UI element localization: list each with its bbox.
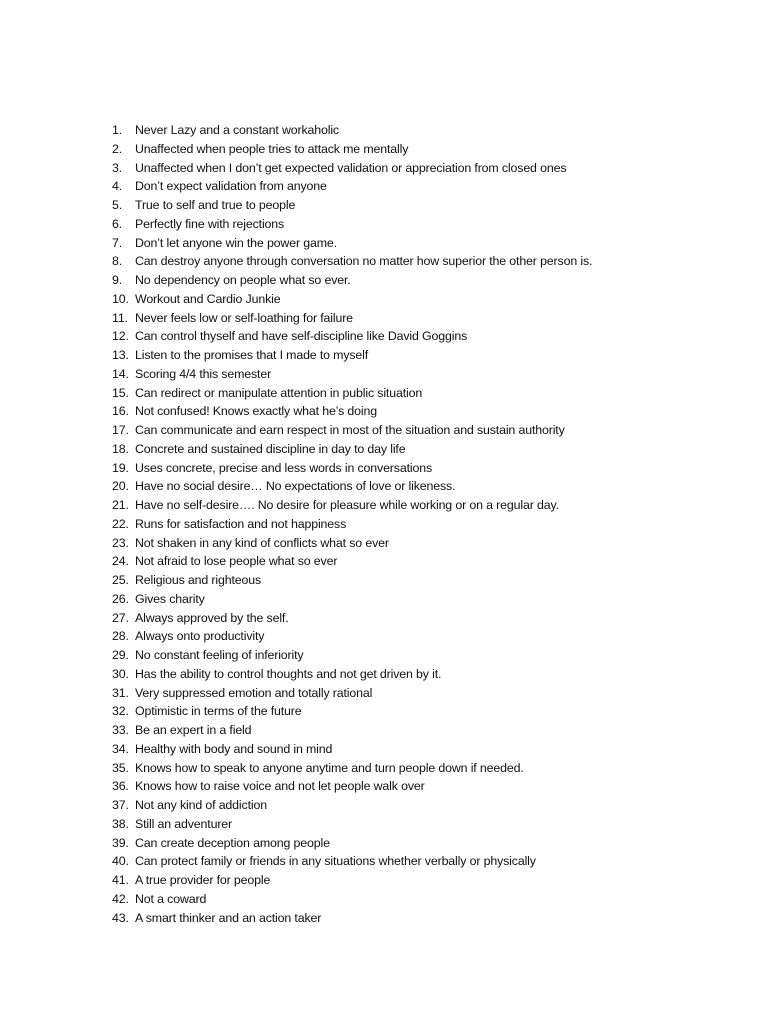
list-item [112,590,592,609]
list-item-number: 31. [112,685,129,700]
list-item-text: Not afraid to lose people what so ever [135,554,338,569]
list-item [112,140,592,159]
list-item-text: Gives charity [135,591,205,606]
list-item-number: 40. [112,854,129,869]
list-item-number: 30. [112,666,129,681]
list-item-text: Runs for satisfaction and not happiness [135,516,347,531]
list-item-number: 34. [112,741,129,756]
list-item-text: Can redirect or manipulate attention in public situation [135,385,423,400]
list-item [112,871,592,890]
list-item-text: True to self and true to people [135,198,296,212]
list-item-number: 18. [112,441,129,456]
list-item-number: 36. [112,779,129,794]
list-item-text: Scoring 4/4 this semester [135,366,272,381]
list-item [112,177,592,196]
list-item [112,571,592,590]
list-item [112,290,592,309]
list-item-text: Don’t let anyone win the power game. [135,235,337,250]
list-item [112,196,592,215]
list-item [112,609,592,628]
goal-list [112,121,592,927]
list-item-text: Unaffected when people tries to attack me mentally [135,141,409,156]
list-item [112,234,592,253]
list-item-number: 10. [112,291,129,306]
list-item-number: 12. [112,329,129,344]
list-item [112,627,592,646]
list-item-number: 4. [112,179,123,194]
list-item [112,702,592,721]
list-item-number: 35. [112,760,129,775]
list-item-number: 5. [112,198,123,212]
list-item [112,646,592,665]
list-item-number: 26. [112,591,129,606]
list-item-number: 37. [112,798,129,812]
list-item-text: Knows how to raise voice and not let people walk over [135,779,425,794]
list-item-number: 39. [112,835,129,850]
list-item-text: Not any kind of addiction [135,798,267,812]
list-item-number: 11. [112,310,128,325]
list-item-number: 8. [112,254,123,269]
list-item [112,271,592,290]
list-item-text: Healthy with body and sound in mind [135,741,333,756]
list-item [112,796,592,815]
list-item-text: Not shaken in any kind of conflicts what so ever [135,535,389,550]
list-item-text: Very suppressed emotion and totally rational [135,685,373,700]
list-item-text: Can communicate and earn respect in most of the situation and sustain authority [135,423,565,437]
list-item [112,552,592,571]
list-item-text: Can create deception among people [135,835,330,850]
list-item [112,665,592,684]
list-item-text: Always approved by the self. [135,610,289,625]
list-item-text: Can control thyself and have self-discipline like David Goggins [135,329,468,344]
list-item-text: Knows how to speak to anyone anytime and turn people down if needed. [135,760,524,775]
list-item-number: 13. [112,348,129,362]
list-item-text: Have no social desire… No expectations of love or likeness. [135,479,456,494]
list-item [112,327,592,346]
list-item-number: 23. [112,535,129,550]
list-item-number: 32. [112,704,129,719]
list-item-number: 21. [112,498,129,512]
list-item [112,365,592,384]
list-item-text: Be an expert in a field [135,723,252,737]
list-item [112,534,592,553]
list-item-number: 16. [112,404,129,419]
list-item-number: 7. [112,235,123,250]
list-item-text: Not a coward [135,891,207,906]
list-item [112,440,592,459]
list-item [112,121,592,140]
list-item [112,721,592,740]
list-item [112,159,592,178]
list-item-number: 17. [112,423,129,437]
list-item-text: A true provider for people [135,873,271,887]
list-item [112,740,592,759]
list-item-text: Can destroy anyone through conversation no matter how superior the other person is. [135,254,593,269]
list-item [112,309,592,328]
list-item [112,777,592,796]
list-item [112,852,592,871]
list-item [112,834,592,853]
list-item [112,252,592,271]
list-item-number: 9. [112,273,123,287]
list-item [112,421,592,440]
list-item [112,496,592,515]
list-item-number: 27. [112,610,129,625]
list-item-text: Religious and righteous [135,573,262,587]
list-item [112,459,592,478]
list-item-text: Still an adventurer [135,816,233,831]
list-item-text: Concrete and sustained discipline in day to day life [135,441,406,456]
list-item-text: Perfectly fine with rejections [135,216,285,231]
list-item-number: 20. [112,479,129,494]
list-item-text: A smart thinker and an action taker [135,910,322,925]
list-item-number: 42. [112,891,129,906]
list-item-number: 33. [112,723,129,737]
list-item-text: No dependency on people what so ever. [135,273,351,287]
list-item-number: 14. [112,366,129,381]
list-item-number: 22. [112,516,129,531]
list-item-number: 6. [112,216,123,231]
list-item-text: Listen to the promises that I made to myself [135,348,369,362]
list-item-number: 3. [112,160,123,175]
list-item-text: Uses concrete, precise and less words in conversations [135,460,432,475]
list-item-number: 2. [112,141,123,156]
list-item-text: Can protect family or friends in any situations whether verbally or physically [135,854,536,869]
list-item-text: Has the ability to control thoughts and not get driven by it. [135,666,442,681]
list-item [112,515,592,534]
list-item [112,815,592,834]
list-item [112,909,592,928]
list-item-text: Never feels low or self-loathing for failure [135,310,353,325]
list-item-number: 28. [112,629,129,644]
list-item-text: Not confused! Knows exactly what he’s doing [135,404,377,419]
list-item-text: No constant feeling of inferiority [135,648,304,662]
list-item [112,477,592,496]
list-item-number: 25. [112,573,129,587]
list-item-text: Workout and Cardio Junkie [135,291,281,306]
list-item-number: 29. [112,648,129,662]
list-item [112,402,592,421]
list-item [112,215,592,234]
list-item-number: 1. [112,123,123,137]
list-item-number: 19. [112,460,129,475]
list-item [112,684,592,703]
list-item [112,346,592,365]
list-item [112,759,592,778]
list-item-text: Always onto productivity [135,629,265,644]
list-item-text: Don’t expect validation from anyone [135,179,327,194]
list-item [112,890,592,909]
list-item-number: 41. [112,873,129,887]
list-item-number: 38. [112,816,129,831]
list-item-number: 24. [112,554,129,569]
list-item-number: 15. [112,385,129,400]
list-item [112,384,592,403]
list-item-number: 43. [112,910,129,925]
list-item-text: Never Lazy and a constant workaholic [135,123,339,137]
list-item-text: Have no self-desire…. No desire for pleasure while working or on a regular day. [135,498,559,512]
list-item-text: Optimistic in terms of the future [135,704,302,719]
list-item-text: Unaffected when I don’t get expected validation or appreciation from closed ones [135,160,567,175]
